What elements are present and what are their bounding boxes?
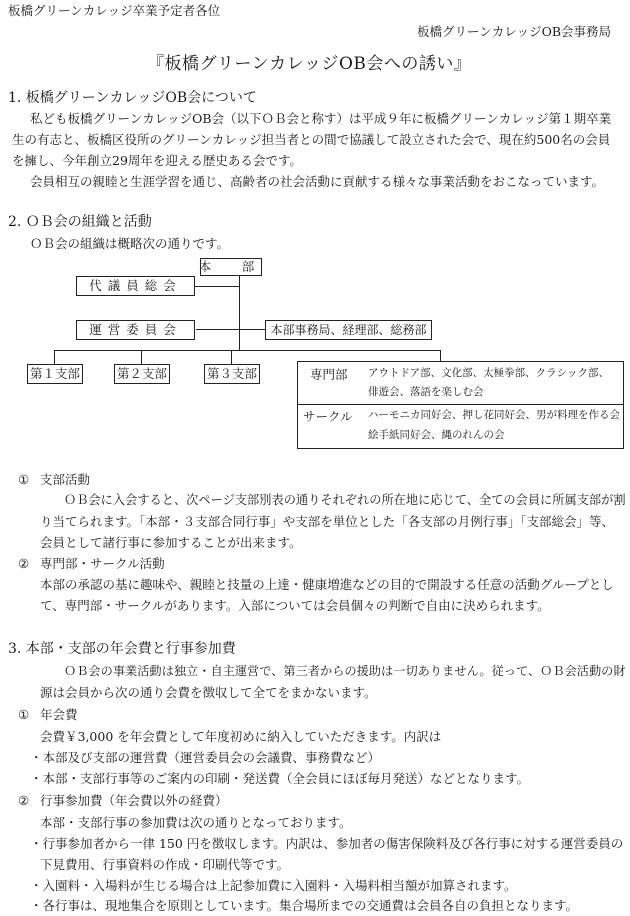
org-line xyxy=(54,350,441,351)
org-line xyxy=(54,350,55,365)
section2-item2-line: て、専門部・サークルがあります。入部については会員個々の判断で自由に決められます。 xyxy=(40,598,550,613)
section3-item2-line: ・入園料・入場料が生じる場合は上記参加費に入園料・入場料相当額が加算されます。 xyxy=(30,878,517,893)
org-daigiin-label: 代議員総会 xyxy=(89,278,182,294)
section3-heading: 3. 本部・支部の年会費と行事参加費 xyxy=(8,641,236,657)
section3-item2-marker: ② xyxy=(18,793,30,808)
org-branch3-box xyxy=(204,364,260,384)
org-circle-list: ハーモニカ同好会、押し花同好会、男が料理を作る会 xyxy=(368,409,620,421)
section3-item2-line: 下見費用、行事資料の作成・印刷代等です。 xyxy=(40,857,290,872)
section2-item1-title: 支部活動 xyxy=(40,472,91,487)
org-branch2-box xyxy=(114,364,170,384)
section2-item1-line: ＯＢ会に入会すると、次ページ支部別表の通りそれぞれの所在地に応じて、全ての会員に所属支部が割 xyxy=(64,493,626,507)
section2-item2-marker: ② xyxy=(18,556,30,571)
section2-item1-line: り当てられます。「本部・３支部合同行事」や支部を単位とした「各支部の月例行事」「支部総会」等、 xyxy=(40,514,615,529)
org-daigiin-box xyxy=(76,276,195,296)
org-senmonbu-list: 俳遊会、落語を楽しむ会 xyxy=(368,386,484,398)
section3-item2-title: 行事参加費（年会費以外の経費） xyxy=(40,793,228,808)
org-branch1-label: 第１支部 xyxy=(29,366,80,382)
org-groups-divider xyxy=(298,404,623,405)
org-unei-box xyxy=(76,320,195,340)
section3-item2-line: ・行事参加者から一律 150 円を徴収します。内訳は、参加者の傷害保険料及び各行事に対する運営委員の xyxy=(30,836,624,851)
org-line xyxy=(231,350,232,365)
section1-heading: 1. 板橋グリーンカレッジOB会について xyxy=(8,90,257,106)
org-branch3-label: 第３支部 xyxy=(206,366,257,382)
org-honbu-box xyxy=(200,258,262,276)
section3-item1-line: ・本部及び支部の運営費（運営委員会の会議費、事務費など） xyxy=(30,750,381,765)
org-honbu-jimu-label: 本部事務局、経理部、総務部 xyxy=(270,322,427,337)
org-unei-label: 運営委員会 xyxy=(89,322,182,338)
section1-line: を擁し、今年創立29周年を迎える歴史ある会です。 xyxy=(12,153,302,168)
section2-item1-line: 会員として諸行事に参加することが出来ます。 xyxy=(40,535,302,550)
section1-line: 生の有志と、板橋区役所のグリーンカレッジ担当者との間で協議して設立された会で、現在約500名の会員 xyxy=(12,132,611,147)
section3-item2-line: ・各行事は、現地集合を原則としています。集合場所までの交通費は会員各自の負担となります。 xyxy=(30,898,579,913)
section3-item1-line: ・本部・支部行事等のご案内の印刷・発送費（全会員にほぼ毎月発送）などとなります。 xyxy=(30,771,530,786)
org-senmonbu-list: アウトドア部、文化部、太極拳部、クラシック部、 xyxy=(368,367,609,379)
page-title: 『板橋グリーンカレッジOB会への誘い』 xyxy=(147,54,472,74)
section1-line: 会員相互の親睦と生涯学習を通じ、高齢者の社会活動に貢献する様々な事業活動をおこなっています。 xyxy=(30,174,605,189)
org-honbu-label: 本 部 xyxy=(198,259,264,275)
section3-intro-line: ＯＢ会の事業活動は独立・自主運営で、第三者からの援助は一切ありません。従って、ＯＢ会活動の財 xyxy=(64,664,626,678)
section3-item1-marker: ① xyxy=(18,707,30,722)
org-branch2-label: 第２支部 xyxy=(116,366,167,382)
org-circle-list: 絵手紙同好会、縄のれんの会 xyxy=(368,429,505,441)
section2-item2-line: 本部の承認の基に趣味や、親睦と技量の上達・健康増進などの目的で開設する任意の活動グループとし xyxy=(40,577,614,592)
section2-heading: 2. ＯＢ会の組織と活動 xyxy=(8,214,152,230)
section2-intro: ＯＢ会の組織は概略次の通りです。 xyxy=(30,236,230,251)
section2-item1-marker: ① xyxy=(18,472,30,487)
org-honbu-jimu-box xyxy=(265,320,432,340)
section2-item2-title: 専門部・サークル活動 xyxy=(40,556,165,571)
section3-item1-line: 会費￥3,000 を年会費として年度初めに納入していただきます。内訳は xyxy=(40,729,442,744)
org-circle-label: サークル xyxy=(303,409,353,424)
section3-item1-title: 年会費 xyxy=(40,707,78,722)
section1-line: 私ども板橋グリーンカレッジOB会（以下ＯＢ会と称す）は平成９年に板橋グリーンカレッジ第１期卒業 xyxy=(30,111,612,126)
org-groups-box xyxy=(297,361,624,449)
org-line xyxy=(196,329,266,330)
sender-line: 板橋グリーンカレッジOB会事務局 xyxy=(417,24,612,39)
org-line xyxy=(239,272,240,350)
recipient-line: 板橋グリーンカレッジ卒業予定者各位 xyxy=(8,3,221,18)
org-line xyxy=(141,350,142,365)
section3-item2-line: 本部・支部行事の参加費は次の通りとなっております。 xyxy=(40,815,352,830)
section3-intro-line: 源は会員から次の通り会費を徴収して全てをまかないます。 xyxy=(40,685,377,700)
org-branch1-box xyxy=(27,364,83,384)
org-line xyxy=(194,286,239,287)
org-senmonbu-label: 専門部 xyxy=(310,367,348,382)
